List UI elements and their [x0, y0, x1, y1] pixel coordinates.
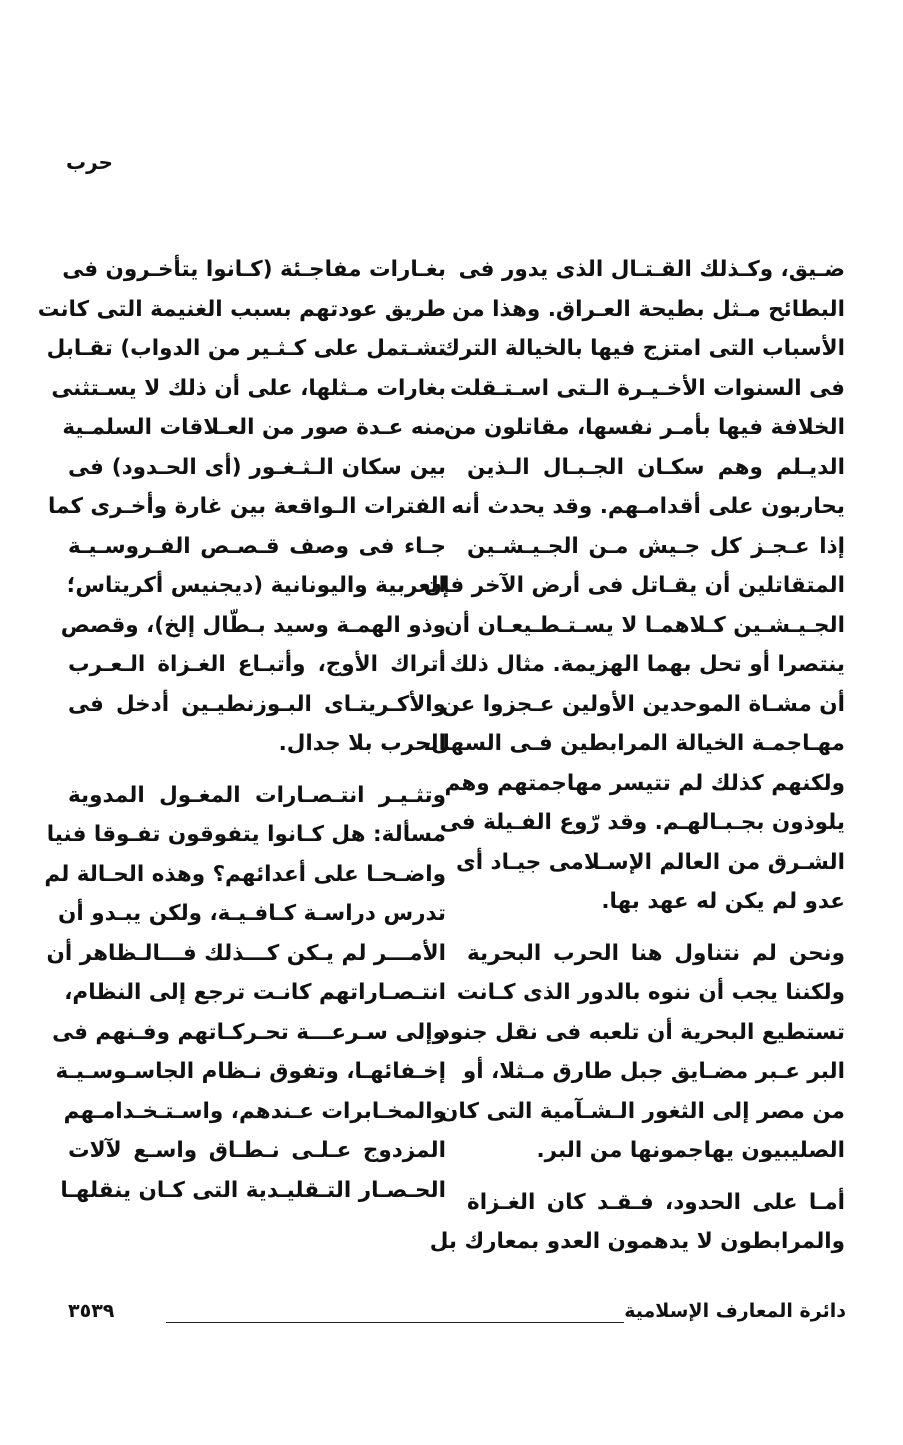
text-line: بغـارات مفاجـئة (كـانوا يتأخـرون فى: [62, 257, 446, 282]
text-line: يلوذون بجـبـالهـم. وقد رّوع الفـيلة فى: [439, 810, 845, 835]
text-line: إخـفائهـا، وتفوق نـظام الجاسـوسـيـة: [55, 1059, 446, 1084]
text-line: منه عـدة صور من العـلاقات السلمـية: [62, 415, 446, 440]
page-number: ٣٥٣٩: [68, 1300, 115, 1322]
text-line: تدرس دراسـة كـافـيـة، ولكن يبـدو أن: [58, 901, 446, 926]
text-line: ولكنهم كذلك لم تتيسر مهاجمتهم وهم: [444, 770, 845, 796]
text-line: الأمـــر لم يـكن كـــذلك فـــالـظاهر أن: [46, 940, 446, 966]
text-line: أن مشـاة الموحدين الأولين عـجزوا عن: [441, 691, 845, 717]
text-line: الخلافة فيها بأمـر نفسها، مقاتلون من: [443, 415, 845, 440]
text-line: فى السنوات الأخـيـرة الـتى اسـتـقلت: [449, 375, 845, 401]
text-line: المتقاتلين أن يقـاتل فى أرض الآخر فإن: [423, 573, 845, 598]
text-line: واضـحـا على أعدائهم؟ وهذه الحـالة لم: [44, 861, 446, 887]
text-line: البطائح مـثل بطيحة العـراق. وهذا من: [452, 296, 845, 322]
paragraph-gap: [68, 764, 446, 776]
text-line: الشـرق من العالم الإسـلامى جيـاد أى: [456, 849, 845, 875]
text-line: ضـيق، وكـذلك القـتـال الذى يدور فى: [458, 257, 845, 282]
text-line: يحاربون على أقدامـهم. وقد يحدث أنه: [451, 494, 845, 519]
text-line: تشـتمل على كـثـير من الدواب) تقـابل: [46, 336, 446, 361]
text-line: الديـلم وهم سكـان الجـبـال الـذين: [467, 454, 845, 480]
text-line: الصليبيون يهاجمونها من البر.: [536, 1138, 845, 1163]
text-line: مهـاجمـة الخيالة المرابطين فـى السهل،: [423, 731, 845, 756]
text-line: طريق عودتهم بسبب الغنيمة التى كانت: [37, 296, 446, 322]
text-line: الأسباب التى امتزج فيها بالخيالة الترك: [440, 336, 845, 361]
right-column-paragraph: [429, 1183, 845, 1262]
left-column-paragraph: [37, 250, 446, 764]
right-column: [423, 250, 845, 1262]
text-line: مسألة: هل كـانوا يتفوقون تفـوقا فنيا: [46, 822, 446, 847]
text-line: جـاء فى وصف قـصـص الفـروسـيـة: [68, 533, 446, 559]
text-line: تستطيع البحرية أن تلعبه فى نقل جنود: [438, 1019, 845, 1045]
page-footer: [68, 1300, 846, 1330]
text-line: وذو الهمـة وسيد بـطّال إلخ)، وقصص: [60, 612, 446, 638]
text-line: أتراك الأوج، وأتبـاع الغـزاة الـعـرب: [68, 652, 446, 677]
left-column: [37, 250, 446, 1210]
running-header: حرب: [66, 150, 113, 174]
text-line: الفترات الـواقعة بين غارة وأخـرى كما: [47, 494, 446, 519]
text-line: الجـيـشـين كـلاهمـا لا يسـتـطـيعـان أن: [444, 612, 845, 638]
footer-divider: [166, 1322, 624, 1323]
text-line: وتثـيـر انتـصـارات المغـول المدوية: [68, 782, 446, 808]
text-line: انتـصـاراتهم كانـت ترجع إلى النظام،: [64, 980, 446, 1005]
text-line: والمخـابرات عـندهم، واسـتـخـدامـهم: [63, 1098, 446, 1124]
paragraph-gap: [467, 922, 845, 934]
text-line: ينتصرا أو تحل بهما الهزيمة. مثال ذلك: [449, 652, 845, 677]
paragraph-gap: [467, 1171, 845, 1183]
text-line: البر عـبر مضـايق جبل طارق مـثلا، أو: [462, 1059, 845, 1084]
text-line: بين سكان الـثـغـور (أى الحـدود) فى: [68, 454, 446, 480]
footer-title: دائرة المعارف الإسلامية: [624, 1300, 846, 1322]
text-line: والمرابطون لا يدهمون العدو بمعارك بل: [429, 1229, 845, 1254]
text-line: ونحن لم نتناول هنا الحرب البحرية: [467, 940, 845, 966]
text-line: وإلى سـرعـــة تحـركـاتهم وفـنهم فى: [52, 1019, 446, 1045]
text-line: ولكننا يجب أن ننوه بالدور الذى كـانت: [456, 980, 845, 1005]
text-line: إذا عـجـز كل جـيش مـن الجـيـشـين: [467, 533, 845, 559]
text-line: أمـا على الحدود، فـقـد كان الغـزاة: [467, 1189, 845, 1215]
text-line: والأكـريتـاى البـوزنطيـين أدخل فى: [68, 691, 446, 717]
text-line: الحرب بلا جدال.: [278, 731, 446, 756]
text-line: عدو لم يكن له عهد بها.: [601, 889, 845, 914]
text-line: المزدوج عـلـى نـطـاق واسـع لآلات: [68, 1138, 446, 1163]
text-line: العربية واليونانية (ديجنيس أكريتاس؛: [66, 573, 446, 598]
right-column-paragraph: [438, 934, 845, 1171]
right-column-paragraph: [423, 250, 845, 922]
text-line: الحـصـار التـقليـدية التى كـان ينقلهـا: [60, 1177, 446, 1203]
text-line: من مصر إلى الثغور الـشـآمية التى كان: [440, 1098, 845, 1124]
left-column-paragraph: [44, 776, 446, 1211]
text-line: بغارات مـثلها، على أن ذلك لا يسـتثنى: [51, 375, 446, 401]
